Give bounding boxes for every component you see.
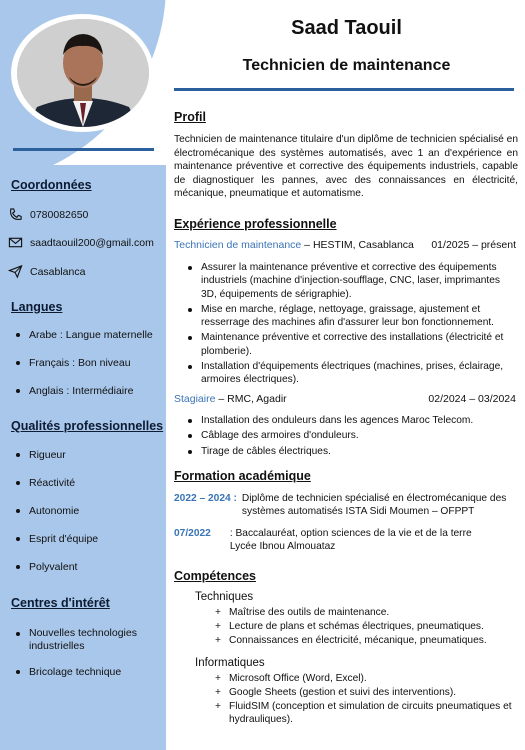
list-item: Mise en marche, réglage, nettoyage, graissage, ajustement et resserrage des machines afin d'assurer leur bon fonctionnement. bbox=[186, 303, 518, 330]
location-text: Casablanca bbox=[30, 265, 86, 278]
quality-item: Rigueur bbox=[16, 449, 66, 461]
list-item: Tirage de câbles électriques. bbox=[186, 445, 518, 458]
quality-item: Réactivité bbox=[16, 477, 75, 489]
interests-heading: Centres d'intérêt bbox=[11, 596, 110, 610]
contact-phone bbox=[8, 207, 88, 222]
education-date: 07/2022 bbox=[174, 528, 211, 539]
list-item: + FluidSIM (conception et simulation de circuits pneumatiques et hydrauliques). bbox=[215, 700, 515, 727]
profil-heading: Profil bbox=[174, 110, 206, 124]
experience-heading: Expérience professionnelle bbox=[174, 217, 337, 231]
education-date: 2022 – 2024 : bbox=[174, 493, 237, 504]
quality-item: Polyvalent bbox=[16, 561, 77, 573]
profile-photo bbox=[17, 19, 149, 127]
skills-heading: Compétences bbox=[174, 569, 256, 583]
language-item: Français : Bon niveau bbox=[16, 357, 131, 369]
email-address[interactable]: saadtaouil200@gmail.com bbox=[30, 236, 154, 249]
phone-number: 0780082650 bbox=[30, 208, 89, 221]
education-text: : Baccalauréat, option sciences de la vie et de la terre Lycée Ibnou Almouataz bbox=[229, 528, 472, 553]
job-role: Technicien de maintenance bbox=[174, 239, 302, 251]
job-header bbox=[174, 393, 518, 405]
language-item: Anglais : Intermédiaire bbox=[16, 385, 133, 397]
education-heading: Formation académique bbox=[174, 469, 311, 483]
list-item: Câblage des armoires d'onduleurs. bbox=[186, 429, 518, 442]
interest-item: Nouvelles technologies industrielles bbox=[16, 627, 151, 653]
list-item: + Microsoft Office (Word, Excel). bbox=[215, 672, 515, 685]
quality-item: Autonomie bbox=[16, 505, 79, 517]
technical-skills-list bbox=[215, 606, 515, 647]
job-title: Technicien de maintenance bbox=[242, 57, 451, 74]
it-skills-list bbox=[215, 672, 515, 727]
job-role: Stagiaire bbox=[174, 393, 216, 405]
job-tasks bbox=[186, 414, 518, 460]
quality-item: Esprit d'équipe bbox=[16, 533, 98, 545]
candidate-name: Saad Taouil bbox=[291, 17, 402, 39]
list-item: Installation d'équipements électriques (machines, prises, éclairage, armoires électriques). bbox=[186, 360, 518, 387]
education-item bbox=[174, 492, 518, 519]
header-divider bbox=[174, 88, 514, 91]
job-header bbox=[174, 239, 518, 251]
send-icon bbox=[8, 264, 23, 279]
job-dates: 02/2024 – 03/2024 bbox=[428, 393, 516, 405]
qualities-heading: Qualités professionnelles bbox=[11, 419, 164, 433]
list-item: + Maîtrise des outils de maintenance. bbox=[215, 606, 515, 619]
interest-item: Bricolage technique bbox=[16, 666, 121, 678]
job-dates: 01/2025 – présent bbox=[431, 239, 516, 251]
list-item: Installation des onduleurs dans les agences Maroc Telecom. bbox=[186, 414, 518, 427]
list-item: + Connaissances en électricité, mécanique, pneumatiques. bbox=[215, 634, 515, 647]
list-item: + Lecture de plans et schémas électriques, pneumatiques. bbox=[215, 620, 515, 633]
list-item: Assurer la maintenance préventive et corrective des équipements industriels (machine d'injection-soufflage, CNC, laser, imprimantes 3D, équipements de sérigraphie). bbox=[186, 261, 518, 301]
sidebar-divider bbox=[13, 148, 154, 151]
list-item: Maintenance préventive et corrective des installations (électricité et plomberie). bbox=[186, 331, 518, 358]
contact-location bbox=[8, 264, 85, 279]
job-company: – RMC, Agadir bbox=[215, 393, 287, 405]
email-icon bbox=[8, 235, 23, 250]
list-item: + Google Sheets (gestion et suivi des interventions). bbox=[215, 686, 515, 699]
job-company: – HESTIM, Casablanca bbox=[301, 239, 414, 251]
contact-email bbox=[8, 235, 154, 250]
education-item bbox=[174, 527, 518, 554]
contact-heading: Coordonnées bbox=[11, 178, 92, 192]
profil-text: Technicien de maintenance titulaire d'un diplôme de technicien spécialisé en électromécanique des systèmes automatisés, avec 1 an d'expérience en maintenance préventive et corrective des équipements industriels, capable de diagnostiquer les pannes, avec des connaissances en électricité, mécanique, pneumatique et automatisme. bbox=[174, 134, 519, 200]
technical-skills-heading: Techniques bbox=[195, 591, 254, 603]
education-text: Diplôme de technicien spécialisé en électromécanique des systèmes automatisés ISTA Sidi Moumen – OFPPT bbox=[241, 493, 507, 518]
language-item: Arabe : Langue maternelle bbox=[16, 329, 153, 341]
languages-heading: Langues bbox=[11, 300, 63, 314]
phone-icon bbox=[8, 207, 23, 222]
it-skills-heading: Informatiques bbox=[195, 657, 265, 669]
job-tasks bbox=[186, 261, 518, 389]
